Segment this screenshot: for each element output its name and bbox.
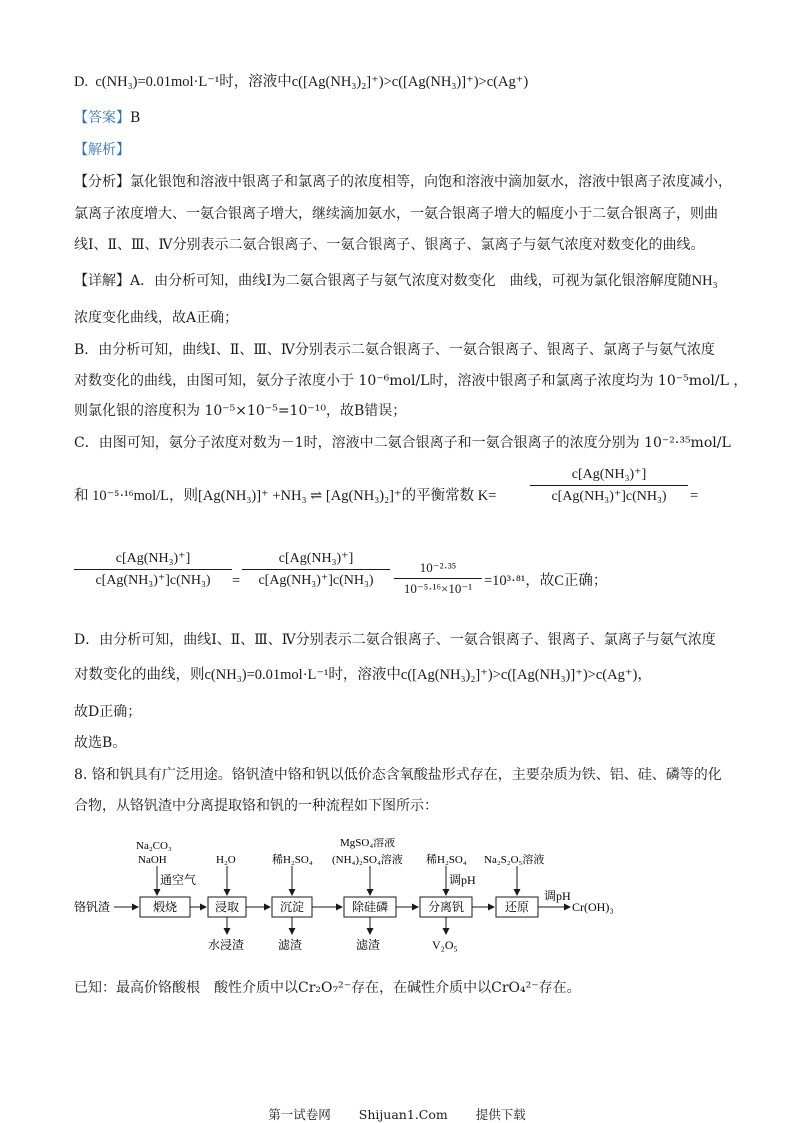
question8-line-1: 8. 铬和钒具有广泛用途。铬钒渣中铬和钒以低价态含氧酸盐形式存在，主要杂质为铁、铝、硅、磷等的化 bbox=[74, 767, 722, 783]
detail-b-line-3: 则氯化银的溶度积为 10⁻⁵×10⁻⁵=10⁻¹⁰，故B错误； bbox=[74, 403, 407, 419]
page-footer bbox=[0, 1105, 794, 1123]
conclusion: 故选B。 bbox=[74, 735, 127, 751]
k-fraction-1 bbox=[530, 466, 688, 505]
detail-c-prefix: 和 10⁻⁵·¹⁶mol/L，则 bbox=[74, 488, 199, 504]
detail-d-line-1: D．由分析可知，曲线Ⅰ、Ⅱ、Ⅲ、Ⅳ分别表示二氨合银离子、一氨合银离子、银离子、氯离子与氨气浓度 bbox=[74, 632, 716, 648]
question8-line-2: 合物，从铬钒渣中分离提取铬和钒的一种流程如下图所示： bbox=[74, 798, 438, 814]
flow-start: 铬钒渣 bbox=[74, 900, 111, 914]
flow-step-calcine: 煅烧 bbox=[152, 900, 178, 914]
k-fraction-4 bbox=[394, 560, 482, 597]
flow-reagent-ph-2: 调pH bbox=[544, 889, 571, 903]
flow-output-v2o5: V₂O₅ bbox=[432, 938, 458, 952]
answer-value: B bbox=[130, 110, 141, 126]
flow-output-residue-1: 滤渣 bbox=[278, 938, 303, 952]
flow-reagent-naoh: NaOH bbox=[138, 854, 167, 866]
fenxi-text-1: 氯化银饱和溶液中银离子和氯离子的浓度相等，向饱和溶液中滴加氨水，溶液中银离子浓度减小， bbox=[130, 174, 732, 190]
flow-reagent-water: H₂O bbox=[216, 854, 236, 866]
flow-reagent-na2s2o5: Na₂S₂O₅溶液 bbox=[484, 854, 545, 866]
process-flow-diagram bbox=[74, 838, 674, 958]
flow-step-precipitate: 沉淀 bbox=[279, 900, 305, 914]
option-d-top bbox=[74, 72, 528, 92]
option-d-condition: c(NH₃)=0.01mol·L⁻¹时，溶液中c([Ag(NH₃)₂]⁺)>c([Ag(NH₃)]⁺)>c(Ag⁺) bbox=[95, 74, 529, 90]
flow-step-separate-v: 分离钒 bbox=[427, 900, 465, 914]
option-label: D. bbox=[74, 74, 89, 90]
flow-output-residue-2: 滤渣 bbox=[356, 938, 381, 952]
flow-reagent-mgso4: MgSO₄溶液 bbox=[340, 838, 396, 849]
k-fraction-4-denominator: 10⁻⁵·¹⁶×10⁻¹ bbox=[403, 581, 473, 596]
question8-known: 已知：最高价铬酸根 酸性介质中以Cr₂O₇²⁻存在，在碱性介质中以CrO₄²⁻存在。 bbox=[74, 980, 581, 996]
detail-a-line-2: 浓度变化曲线，故A正确； bbox=[74, 310, 239, 326]
k-fraction-2-numerator: c[Ag(NH₃)⁺] bbox=[115, 551, 191, 566]
detail-b-line-1: B．由分析可知，曲线Ⅰ、Ⅱ、Ⅲ、Ⅳ分别表示二氨合银离子、一氨合银离子、银离子、氯离子与氨气浓度 bbox=[74, 342, 715, 358]
nh3-formula: NH₃ bbox=[691, 273, 718, 289]
detail-b-line-2: 对数变化的曲线，由图可知，氨分子浓度小于 10⁻⁶mol/L时，溶液中银离子和氯离子浓度均为 10⁻⁵mol/L ， bbox=[74, 373, 748, 389]
equals-sign-2: = bbox=[232, 573, 241, 589]
fenxi-line-1 bbox=[74, 172, 732, 192]
footer-note: 提供下载 bbox=[475, 1107, 526, 1122]
k-fraction-3 bbox=[242, 550, 390, 589]
fenxi-line-2: 氯离子浓度增大、一氨合银离子增大，继续滴加氨水，一氨合银离子增大的幅度小于二氨合银离子，则曲 bbox=[74, 206, 718, 222]
k-fraction-1-numerator: c[Ag(NH₃)⁺] bbox=[571, 467, 647, 482]
detail-a-line-1 bbox=[74, 271, 718, 291]
detail-c-line-1: C．由图可知，氨分子浓度对数为－1时，溶液中二氨合银离子和一氨合银离子的浓度分别为 10⁻²·³⁵mol/L bbox=[74, 435, 731, 451]
flow-reagent-dilute-h2so4: 稀H₂SO₄ bbox=[272, 854, 313, 866]
k-result: =10³·⁸¹，故C正确； bbox=[484, 573, 608, 589]
footer-domain: Shijuan1.Com bbox=[358, 1107, 448, 1122]
k-fraction-2-denominator: c[Ag(NH₃)⁺]c(NH₃) bbox=[95, 573, 211, 588]
flow-end: Cr(OH)₃ bbox=[572, 900, 614, 914]
k-fraction-3-numerator: c[Ag(NH₃)⁺] bbox=[278, 551, 354, 566]
equilibrium-k-label: 的平衡常数 K= bbox=[401, 488, 497, 504]
fenxi-tag: 【分析】 bbox=[74, 174, 130, 190]
footer-site: 第一试卷网 bbox=[268, 1107, 331, 1122]
flow-reagent-air: 通空气 bbox=[160, 873, 197, 887]
flow-reagent-na2co3: Na₂CO₃ bbox=[136, 840, 172, 852]
k-fraction-2 bbox=[74, 550, 232, 589]
k-fraction-3-denominator: c[Ag(NH₃)⁺]c(NH₃) bbox=[258, 573, 374, 588]
k-fraction-1-denominator: c[Ag(NH₃)⁺]c(NH₃) bbox=[551, 489, 667, 504]
answer-tag: 【答案】 bbox=[74, 110, 130, 126]
analysis-tag: 【解析】 bbox=[74, 142, 130, 158]
fenxi-line-3: 线Ⅰ、Ⅱ、Ⅲ、Ⅳ分别表示二氨合银离子、一氨合银离子、银离子、氯离子与氨气浓度对数变化的曲线。 bbox=[74, 237, 705, 253]
detail-tag: 【详解】 bbox=[74, 273, 130, 289]
flow-step-leach: 浸取 bbox=[214, 900, 240, 914]
detail-c-line-2 bbox=[74, 486, 496, 506]
equilibrium-reaction: [Ag(NH₃)]⁺ +NH₃ ⇌ [Ag(NH₃)₂]⁺ bbox=[198, 488, 402, 504]
flow-reagent-dilute-h2so4-2: 稀H₂SO₄ bbox=[426, 854, 467, 866]
flow-step-reduce: 还原 bbox=[504, 900, 530, 914]
answer-line bbox=[74, 108, 140, 128]
detail-d-line-2: 对数变化的曲线，则c(NH₃)=0.01mol·L⁻¹时，溶液中c([Ag(NH₃)₂]⁺)>c([Ag(NH₃)]⁺)>c(Ag⁺)， bbox=[74, 667, 652, 683]
detail-d-line-3: 故D正确； bbox=[74, 704, 142, 720]
equals-sign: = bbox=[690, 488, 699, 504]
detail-a-text: A．由分析可知，曲线Ⅰ为二氨合银离子与氨气浓度对数变化 曲线，可视为氯化银溶解度随 bbox=[130, 273, 692, 289]
flow-reagent-ph-1: 调pH bbox=[449, 873, 476, 887]
k-fraction-4-numerator: 10⁻²·³⁵ bbox=[419, 560, 457, 575]
flow-reagent-nh4-2so4: (NH₄)₂SO₄溶液 bbox=[332, 854, 403, 866]
flow-step-remove-si-p: 除硅磷 bbox=[351, 900, 389, 914]
flow-output-water-residue: 水浸渣 bbox=[208, 938, 245, 952]
